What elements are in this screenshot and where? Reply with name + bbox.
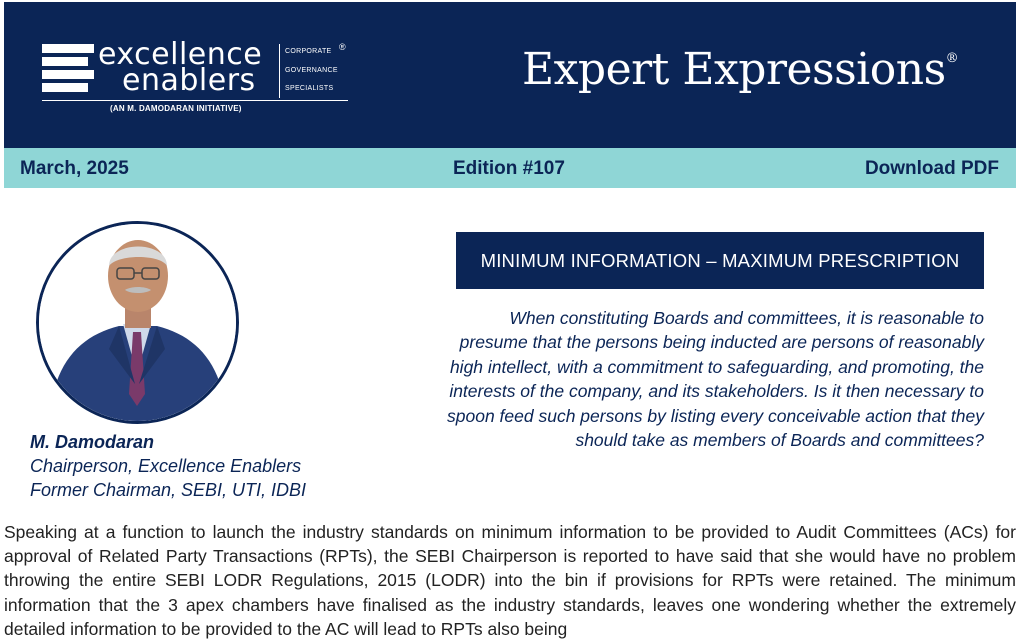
- info-bar: [4, 148, 1016, 188]
- article-title: MINIMUM INFORMATION – MAXIMUM PRESCRIPTION: [456, 232, 984, 289]
- download-pdf-link[interactable]: Download PDF: [864, 158, 999, 179]
- logo-tagline-1: CORPORATE: [285, 48, 332, 55]
- author-name: M. Damodaran: [30, 432, 155, 452]
- logo-tagline-2: GOVERNANCE: [285, 67, 338, 74]
- article-pull-quote: When constituting Boards and committees, it is reasonable to presume that the persons being inducted are persons of reasonably high intellect, with a commitment to safeguarding, and promoting, the interests of the company, and its stakeholders. Is it then necessary to spoon feed such persons by listing every conceivable action that they should take as members of Boards and committees?: [447, 308, 984, 451]
- author-role: Chairperson, Excellence Enablers: [30, 456, 302, 476]
- author-portrait-illustration: [39, 224, 236, 421]
- publication-title-text: Expert Expressions: [522, 44, 946, 95]
- article-body: Speaking at a function to launch the industry standards on minimum information to be provided to Audit Committees (ACs) for approval of Related Party Transactions (RPTs), the SEBI Chairperson is reported to have said that she would have no problem throwing the entire SEBI LODR Regulations, 2015 (LODR) into the bin if provisions for RPTs were retained. The minimum information that the 3 apex chambers have finalised as the industry standards, leaves one wondering whether the extremely detailed information to be provided to the AC will lead to RPTs also being: [4, 522, 1016, 639]
- logo-word-enablers: enablers: [122, 63, 256, 98]
- logo-initiative-text: (AN M. DAMODARAN INITIATIVE): [110, 104, 242, 113]
- logo-underline: [42, 100, 348, 101]
- author-photo: [36, 221, 239, 424]
- logo-bars-icon: [42, 44, 94, 94]
- publication-title: [522, 44, 959, 95]
- logo-registered-mark: ®: [339, 42, 346, 52]
- logo-divider: [279, 44, 280, 98]
- edition-number: Edition #107: [453, 158, 565, 179]
- logo-tagline-3: SPECIALISTS: [285, 85, 334, 92]
- header-banner: [4, 2, 1016, 148]
- author-block: [30, 430, 306, 502]
- excellence-enablers-logo[interactable]: [36, 37, 356, 120]
- author-former-role: Former Chairman, SEBI, UTI, IDBI: [30, 480, 307, 500]
- logo-word-excellence: excellence: [98, 37, 263, 72]
- publication-registered-mark: ®: [945, 51, 959, 66]
- issue-date: March, 2025: [20, 158, 129, 179]
